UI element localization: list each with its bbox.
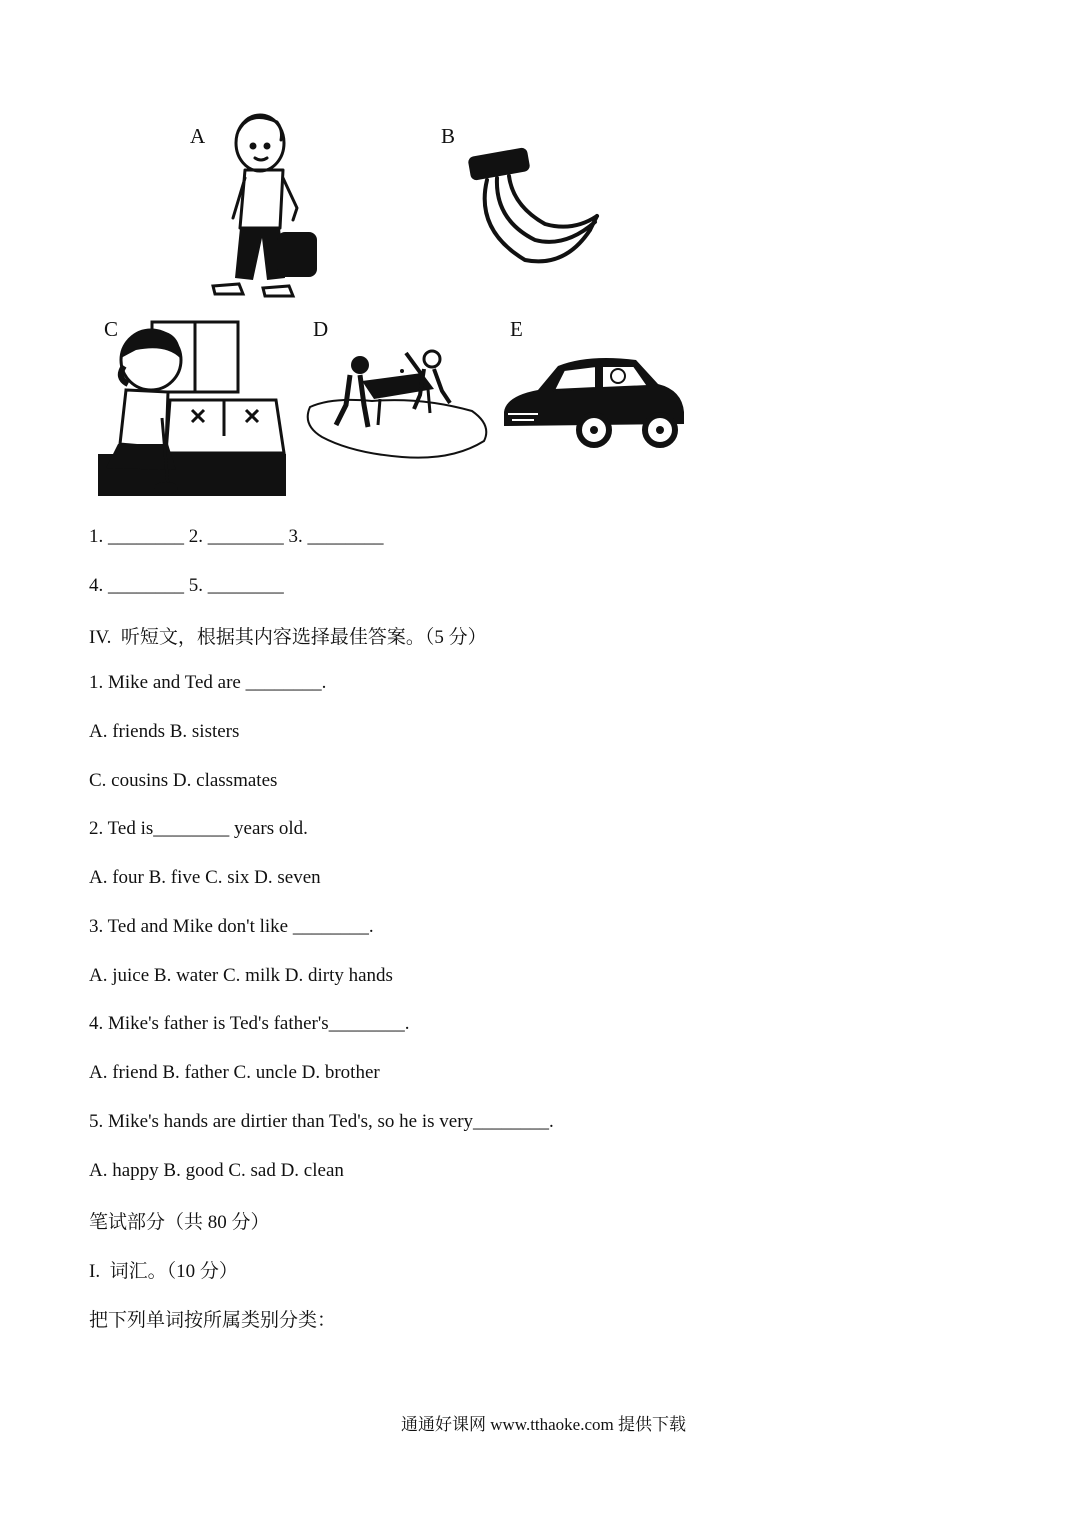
answer-line-row-2[interactable]: 4. ________ 5. ________: [89, 575, 284, 596]
question-1-options-2: C. cousins D. classmates: [89, 770, 278, 791]
question-2-options: A. four B. five C. six D. seven: [89, 867, 321, 888]
question-5: 5. Mike's hands are dirtier than Ted's, so he is very________.: [89, 1111, 554, 1132]
vocabulary-instruction: 把下列单词按所属类别分类：: [89, 1310, 337, 1331]
car-icon: [498, 352, 688, 450]
girl-cleaning-sofa-icon: [96, 318, 288, 498]
written-part-heading: 笔试部分（共 80 分）: [89, 1212, 270, 1233]
question-1: 1. Mike and Ted are ________.: [89, 672, 327, 693]
question-2: 2. Ted is________ years old.: [89, 818, 308, 839]
question-4: 4. Mike's father is Ted's father's________.: [89, 1013, 410, 1034]
picture-label-a: A: [190, 124, 206, 148]
bananas-icon: [465, 140, 605, 272]
question-3-options: A. juice B. water C. milk D. dirty hands: [89, 965, 393, 986]
page-footer: 通通好课网 www.tthaoke.com 提供下载: [400, 1415, 687, 1434]
section-i-heading: I. 词汇。（10 分）: [89, 1261, 238, 1282]
question-3: 3. Ted and Mike don't like ________.: [89, 916, 374, 937]
picture-label-d: D: [313, 317, 329, 341]
picture-label-e: E: [510, 317, 523, 341]
question-4-options: A. friend B. father C. uncle D. brother: [89, 1062, 380, 1083]
kids-playing-table-tennis-icon: [302, 345, 490, 467]
question-5-options: A. happy B. good C. sad D. clean: [89, 1160, 344, 1181]
answer-line-row-1[interactable]: 1. ________ 2. ________ 3. ________: [89, 526, 384, 547]
picture-label-c: C: [104, 317, 119, 341]
question-1-options-1: A. friends B. sisters: [89, 721, 240, 742]
boy-with-bag-icon: [205, 108, 325, 303]
picture-label-b: B: [441, 124, 456, 148]
section-iv-heading: IV. 听短文，根据其内容选择最佳答案。（5 分）: [89, 627, 487, 648]
